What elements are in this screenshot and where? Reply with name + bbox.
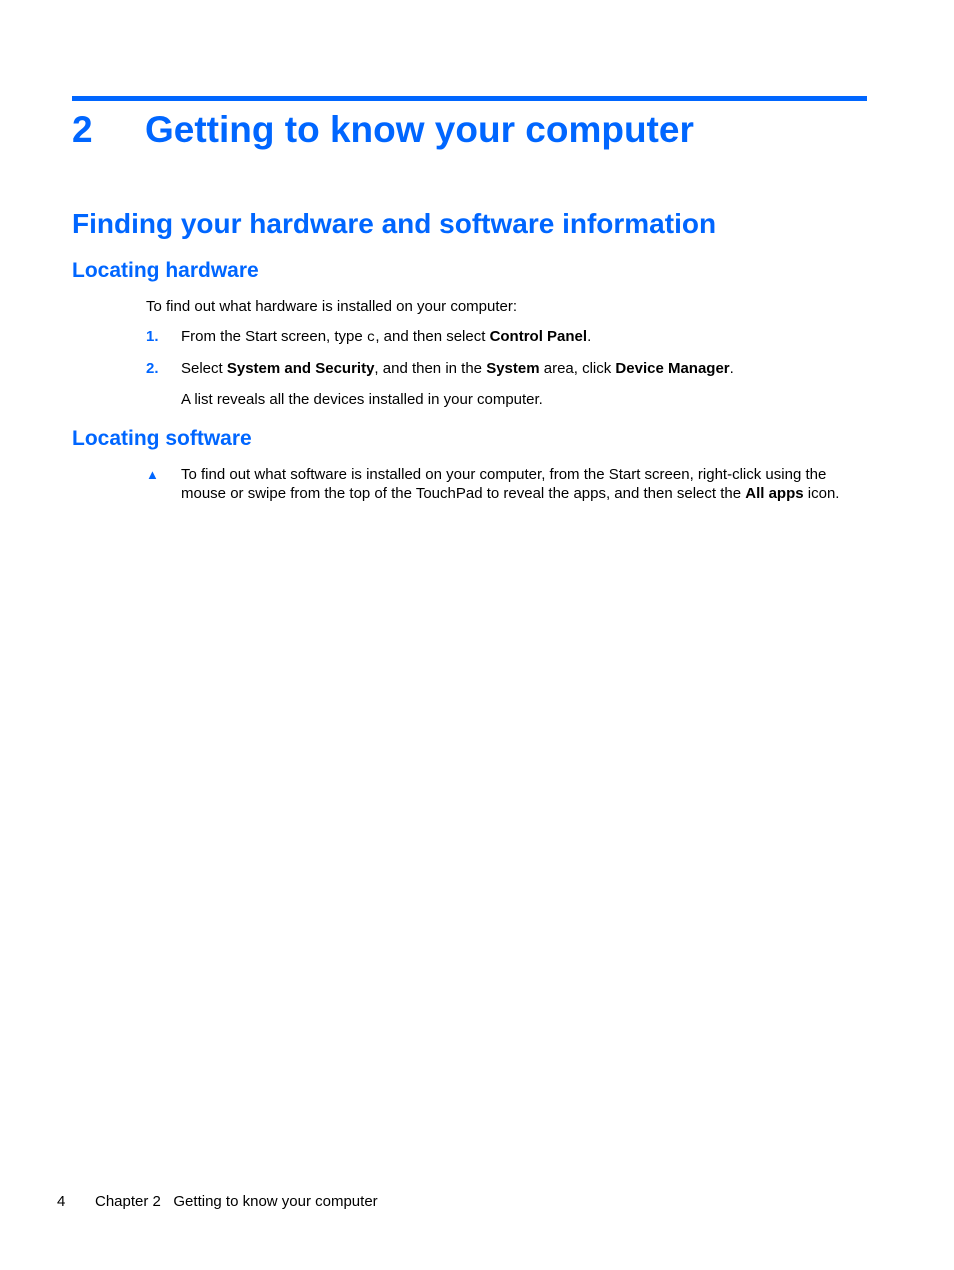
footer-chapter-label: Chapter 2	[95, 1193, 161, 1210]
step-number-1: 1.	[146, 328, 159, 345]
triangle-bullet-icon: ▲	[146, 467, 159, 482]
step-2-text: Select System and Security, and then in the System area, click Device Manager.	[181, 360, 734, 377]
page-number: 4	[57, 1193, 66, 1210]
control-panel-term: Control Panel	[489, 328, 588, 345]
locating-software-heading: Locating software	[72, 427, 252, 450]
system-security-term: System and Security	[226, 360, 375, 377]
chapter-heading	[72, 106, 694, 154]
page-footer	[57, 1192, 378, 1211]
software-paragraph: To find out what software is installed on your computer, from the Start screen, right-click using the mouse or swipe from the top of the TouchPad to reveal the apps, and then select the All apps icon.	[181, 466, 840, 502]
step-number-2: 2.	[146, 360, 159, 377]
footer-chapter-title: Getting to know your computer	[173, 1193, 378, 1210]
chapter-rule	[72, 96, 867, 101]
chapter-number: 2	[72, 109, 93, 150]
section-heading: Finding your hardware and software information	[72, 208, 717, 239]
chapter-title: Getting to know your computer	[145, 109, 694, 150]
step-1-text: From the Start screen, type c, and then select Control Panel.	[181, 328, 592, 346]
all-apps-term: All apps	[745, 485, 804, 502]
device-manager-term: Device Manager	[615, 360, 730, 377]
step-2-note: A list reveals all the devices installed in your computer.	[181, 391, 543, 408]
hardware-intro: To find out what hardware is installed on your computer:	[146, 298, 518, 315]
inline-code: c	[366, 330, 376, 346]
system-term: System	[486, 360, 540, 377]
locating-hardware-heading: Locating hardware	[72, 259, 259, 282]
